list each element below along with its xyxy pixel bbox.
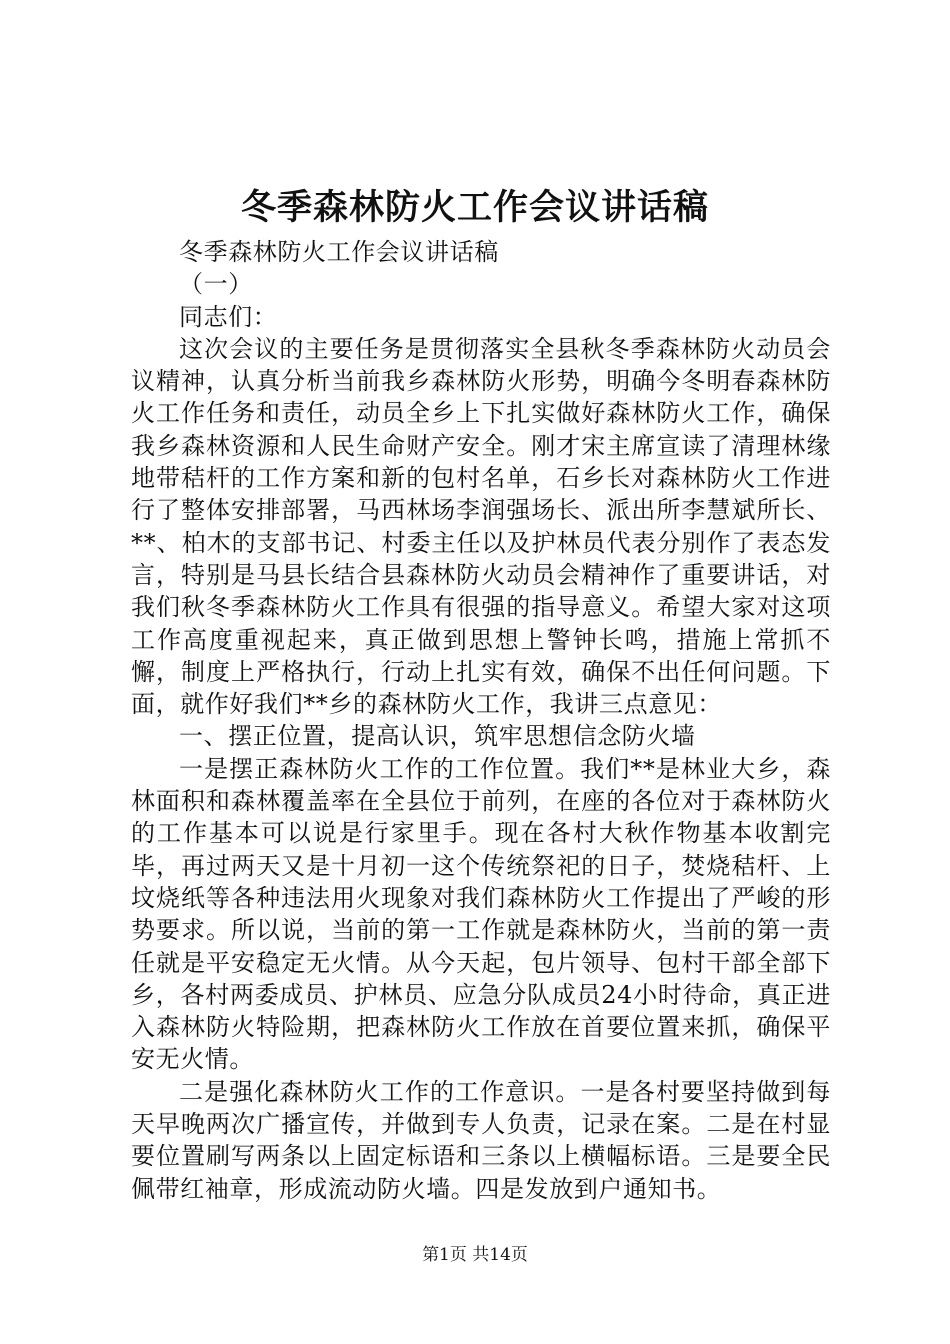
body-paragraph: 这次会议的主要任务是贯彻落实全县秋冬季森林防火动员会议精神，认真分析当前我乡森林防火形势，明确今冬明春森林防火工作任务和责任，动员全乡上下扎实做好森林防火工作，确保我乡森林资源和人民生命财产安全。刚才宋主席宣读了清理林缘地带秸杆的工作方案和新的包村名单，石乡长对森林防火工作进行了整体安排部署，马西林场李润强场长、派出所李慧斌所长、**、柏木的支部书记、村委主任以及护林员代表分别作了表态发言，特别是马县长结合县森林防火动员会精神作了重要讲话，对我们秋冬季森林防火工作具有很强的指导意义。希望大家对这项工作高度重视起来，真正做到思想上警钟长鸣，措施上常抓不懈，制度上严格执行，行动上扎实有效，确保不出任何问题。下面，就作好我们**乡的森林防火工作，我讲三点意见： bbox=[131, 334, 831, 719]
section-heading: 一、摆正位置，提高认识，筑牢思想信念防火墙 bbox=[179, 722, 696, 751]
document-title: 冬季森林防火工作会议讲话稿 bbox=[240, 187, 709, 228]
body-paragraph: 一是摆正森林防火工作的工作位置。我们**是林业大乡，森林面积和森林覆盖率在全县位于前列，在座的各位对于森林防火的工作基本可以说是行家里手。现在各村大秋作物基本收割完毕，再过两天又是十月初一这个传统祭祀的日子，焚烧秸杆、上坟烧纸等各种违法用火现象对我们森林防火工作提出了严峻的形势要求。所以说，当前的第一工作就是森林防火，当前的第一责任就是平安稳定无火情。从今天起，包片领导、包村干部全部下乡，各村两委成员、护林员、应急分队成员24小时待命，真正进入森林防火特险期，把森林防火工作放在首要位置来抓，确保平安无火情。 bbox=[131, 754, 831, 1074]
document-body bbox=[131, 236, 831, 1205]
body-paragraph: 二是强化森林防火工作的工作意识。一是各村要坚持做到每天早晚两次广播宣传，并做到专人负责，记录在案。二是在村显要位置刷写两条以上固定标语和三条以上横幅标语。三是要全民佩带红袖章，形成流动防火墙。四是发放到户通知书。 bbox=[131, 1077, 831, 1203]
page-number-footer: 第1页 共14页 bbox=[422, 1245, 528, 1265]
salutation-paragraph: 同志们： bbox=[179, 302, 278, 331]
section-number-paragraph: （一） bbox=[179, 270, 253, 299]
subtitle-paragraph: 冬季森林防火工作会议讲话稿 bbox=[179, 238, 499, 266]
